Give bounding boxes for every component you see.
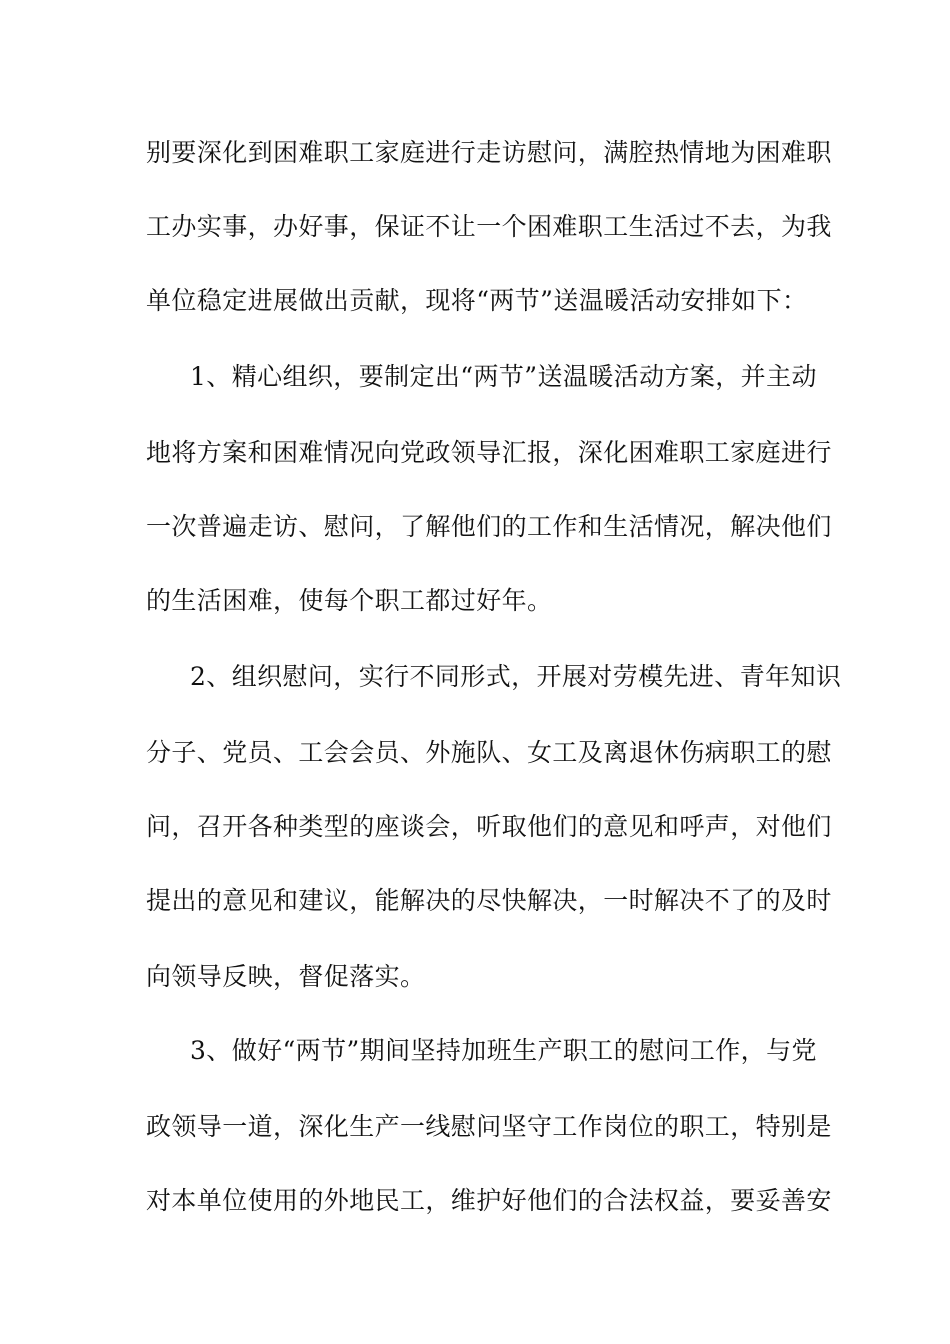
text-line: 1、精心组织，要制定出“两节”送温暖活动方案，并主动 bbox=[190, 362, 817, 391]
text-line: 问，召开各种类型的座谈会，听取他们的意见和呼声，对他们 bbox=[146, 812, 832, 841]
text-line: 分子、党员、工会会员、外施队、女工及离退休伤病职工的慰 bbox=[146, 738, 832, 767]
text-line: 2、组织慰问，实行不同形式，开展对劳模先进、青年知识 bbox=[190, 662, 842, 691]
text-line: 别要深化到困难职工家庭进行走访慰问，满腔热情地为困难职 bbox=[146, 138, 832, 167]
text-line: 提出的意见和建议，能解决的尽快解决，一时解决不了的及时 bbox=[146, 886, 832, 915]
text-line: 3、做好“两节”期间坚持加班生产职工的慰问工作，与党 bbox=[190, 1036, 817, 1065]
text-line: 的生活困难，使每个职工都过好年。 bbox=[146, 586, 553, 615]
text-line: 一次普遍走访、慰问，了解他们的工作和生活情况，解决他们 bbox=[146, 512, 832, 541]
text-line: 对本单位使用的外地民工，维护好他们的合法权益，要妥善安 bbox=[146, 1186, 832, 1215]
text-line: 向领导反映，督促落实。 bbox=[146, 962, 426, 991]
text-line: 地将方案和困难情况向党政领导汇报，深化困难职工家庭进行 bbox=[146, 438, 832, 467]
text-line: 政领导一道，深化生产一线慰问坚守工作岗位的职工，特别是 bbox=[146, 1112, 832, 1141]
text-line: 工办实事，办好事，保证不让一个困难职工生活过不去，为我 bbox=[146, 212, 832, 241]
text-line: 单位稳定进展做出贡献，现将“两节”送温暖活动安排如下： bbox=[146, 286, 808, 315]
